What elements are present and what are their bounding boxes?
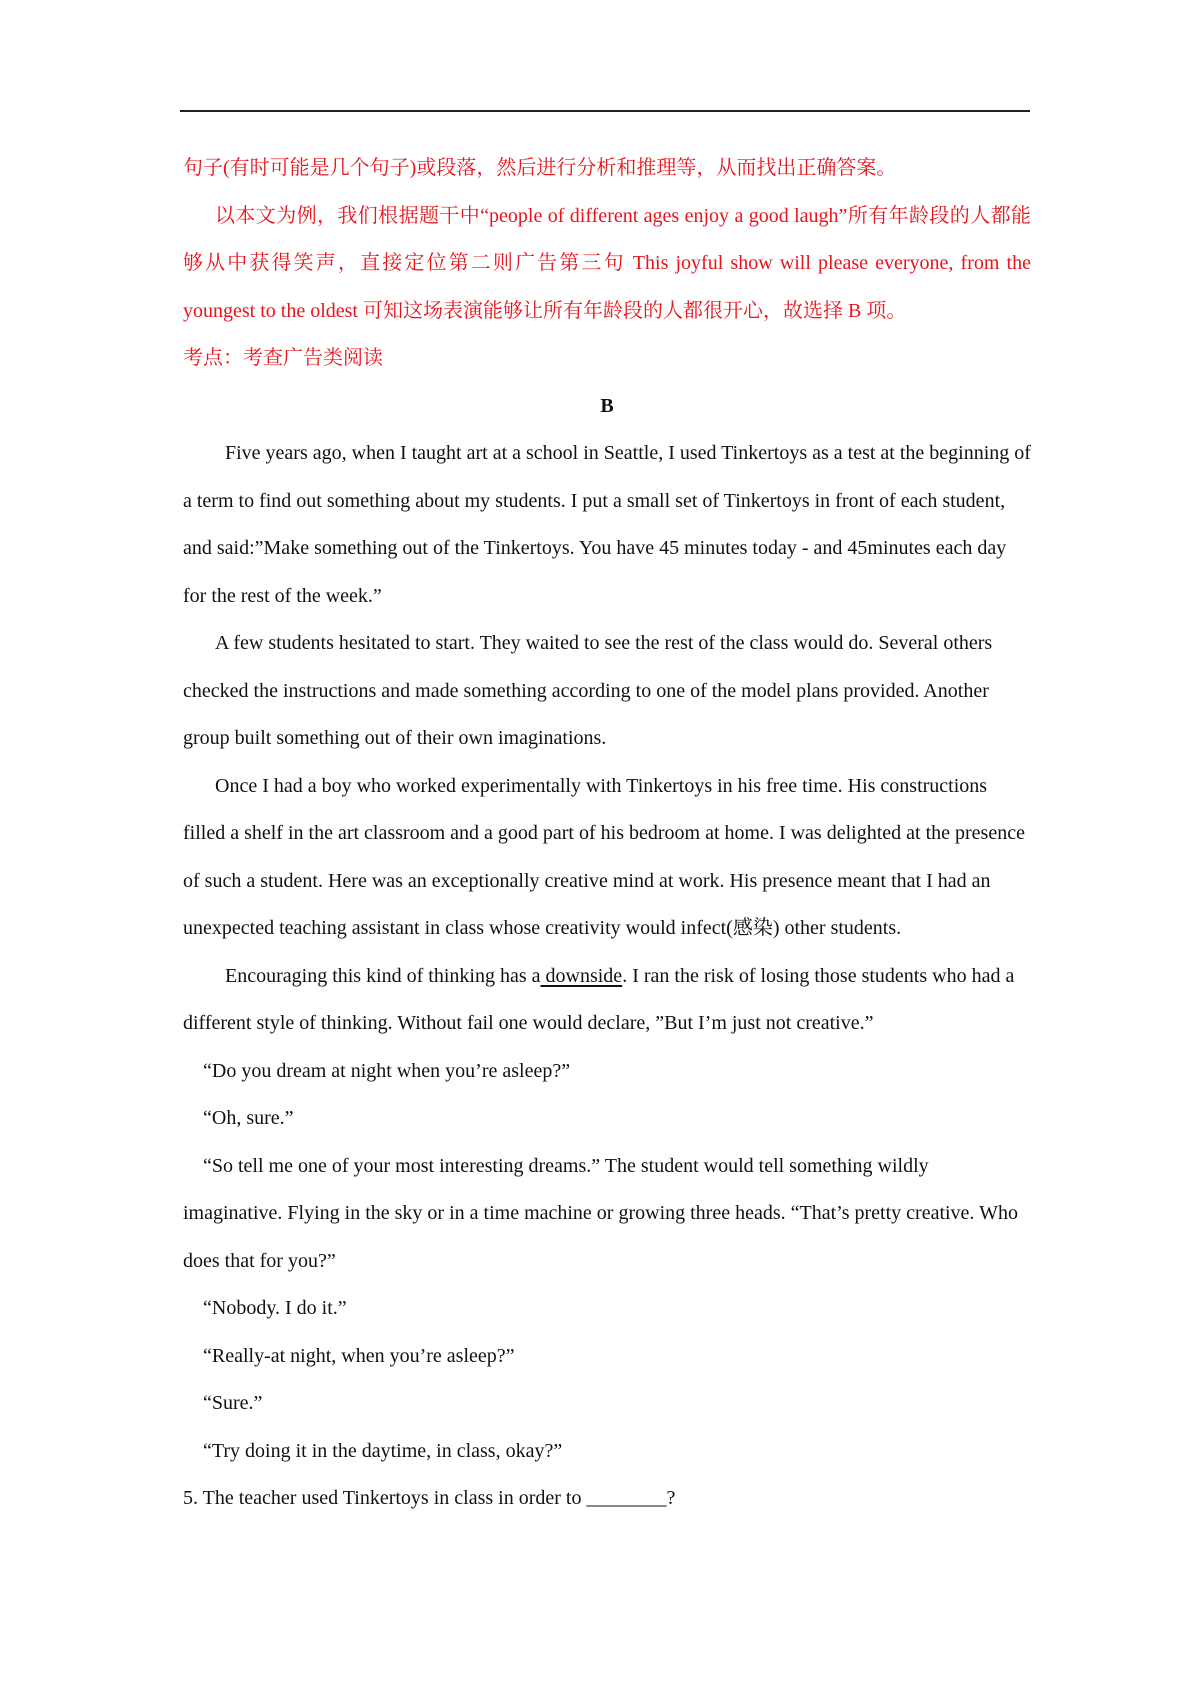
paragraph-4-start: Encouraging this kind of thinking has a: [225, 964, 541, 987]
section-title: B: [600, 394, 614, 417]
dialogue-line-2: “Oh, sure.”: [203, 1107, 294, 1129]
dialogue-line-3: “So tell me one of your most interesting dreams.” The student would tell something wildly imaginative. Flying in the sky or in a time machine or growing three heads. “That’s pretty creative. Who does that for you?”: [183, 1154, 1018, 1272]
question-5: 5. The teacher used Tinkertoys in class in order to ________?: [183, 1487, 676, 1509]
passage-paragraph-1: Five years ago, when I taught art at a school in Seattle, I used Tinkertoys as a test at the beginning of a term to find out something about my students. I put a small set of Tinkertoys in front of each student, and said:”Make something out of the Tinkertoys. You have 45 minutes today - and 45minutes each day for the rest of the week.”: [183, 442, 1031, 607]
analysis-paragraph: 以本文为例，我们根据题干中“people of different ages enjoy a good laugh”所有年龄段的人都能够从中获得笑声，直接定位第二则广告第三句 This joyful show will please everyone, from the youngest to the oldest 可知这场表演能够让所有年龄段的人都很开心，故选择 B 项。: [183, 204, 1031, 322]
passage-paragraph-3: Once I had a boy who worked experimentally with Tinkertoys in his free time. His constructions filled a shelf in the art classroom and a good part of his bedroom at home. I was delighted at the presence of such a student. Here was an exceptionally creative mind at work. His presence meant that I had an unexpected teaching assistant in class whose creativity would infect(感染) other students.: [183, 774, 1025, 939]
page-content: [183, 145, 1031, 1523]
paragraph-4-end: . I ran the risk of losing those students who had a different style of thinking. Without fail one would declare, ”But I’m just not creative.”: [183, 964, 1015, 1034]
dialogue-line-1: “Do you dream at night when you’re asleep?”: [203, 1059, 571, 1082]
passage-paragraph-2: A few students hesitated to start. They waited to see the rest of the class would do. Several others checked the instructions and made something according to one of the model plans provided. Another group built something out of their own imaginations.: [183, 632, 993, 749]
analysis-line: 句子(有时可能是几个句子)或段落，然后进行分析和推理等，从而找出正确答案。: [183, 157, 897, 179]
passage-paragraph-4: [183, 953, 1031, 1048]
underlined-word-downside: downside: [540, 964, 623, 987]
dialogue-line-6: “Sure.”: [203, 1392, 263, 1414]
header-rule: [180, 110, 1030, 112]
dialogue-line-4: “Nobody. I do it.”: [203, 1297, 347, 1319]
analysis-kaodian: 考点：考查广告类阅读: [183, 347, 383, 369]
dialogue-line-5: “Really-at night, when you’re asleep?”: [203, 1344, 515, 1367]
dialogue-line-7: “Try doing it in the daytime, in class, okay?”: [203, 1439, 563, 1462]
